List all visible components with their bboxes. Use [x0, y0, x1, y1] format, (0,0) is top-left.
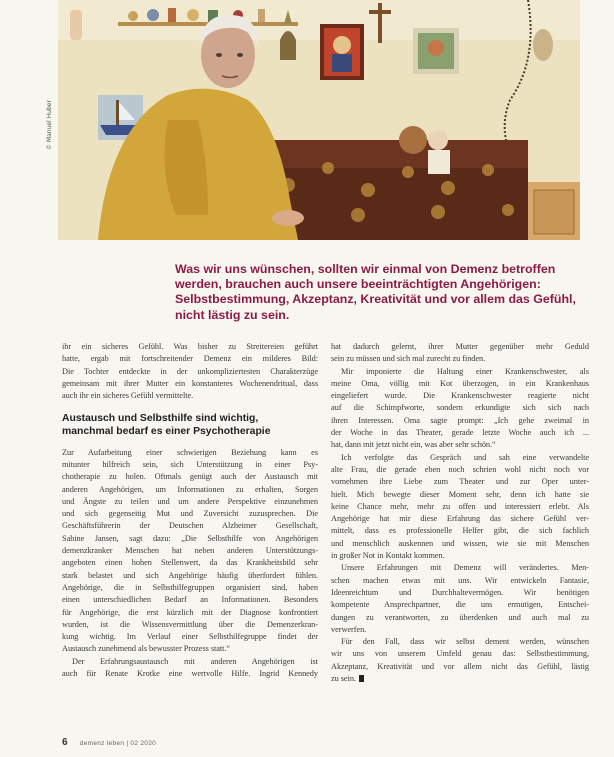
pull-quote-line: werden, brauchen auch unsere beeinträchtigten Angehörigen: — [175, 277, 541, 292]
body-line: auf die Schimpfworte, sondern erkundigte sich sich nach — [331, 403, 589, 413]
right-column — [331, 341, 589, 685]
body-line: und sich gegenseitig Mut und Zuversicht zuzusprechen. Die — [62, 509, 318, 519]
body-line: Ideenreichtum und Durchhaltevermögen. Wir benötigen — [331, 587, 589, 597]
pull-quote — [175, 262, 575, 323]
body-line: einen unterschiedlichen Bedarf an Informationen. Besonders — [62, 595, 318, 605]
page-footer — [62, 737, 156, 748]
body-line: sein zu müssen und sich mal zurecht zu finden. — [331, 354, 486, 364]
pull-quote-line: nicht lästig zu sein. — [175, 307, 290, 322]
page-number: 6 — [62, 737, 68, 748]
body-line: Die Tochter entdeckte in der unkompliziertesten Charakterzüge — [62, 366, 318, 376]
body-line: der Woche in das Theater, gerade letzte Woche auch ich ... — [331, 428, 589, 438]
body-line: chotherapie zu holen. Oftmals genügt auch der Austausch mit — [62, 472, 318, 482]
body-line: mittelt, dass es professionelle Helfer gibt, die sich fachlich — [331, 526, 589, 536]
body-line: Mir imponierte die Haltung einer Krankenschwester, als — [341, 366, 589, 376]
section-subhead — [62, 413, 318, 438]
photo-credit: © Manuel Huber — [46, 100, 53, 150]
end-mark-icon — [359, 675, 364, 682]
body-line: Austausch zunehmend als bewusster Prozess statt.“ — [62, 644, 231, 654]
body-line: stark belastet und sich Angehörige häufig überfordert fühlen. — [62, 570, 318, 580]
body-line: und Ängste zu teilen und um andere Perspektive einzunehmen — [62, 496, 318, 506]
body-line: in großer Not in Kontakt kommen. — [331, 551, 445, 561]
pull-quote-line: Selbstbestimmung, Akzeptanz, Kreativität und vor allem das Gefühl, — [175, 292, 576, 307]
body-line: verwerfen. — [331, 624, 367, 634]
body-line: hat dadurch gelernt, ihrer Mutter gegenüber mehr Geduld — [331, 342, 589, 351]
body-line: ihr ein sicheres Gefühl. Was bisher zu Streitereien geführt — [62, 342, 318, 351]
magazine-name: demenz leben | 02 2020 — [79, 740, 157, 747]
body-line: ihren Interessen. Oma sagte prompt: „Ich gehe zweimal in — [331, 415, 589, 425]
body-line: gemeinsam mit ihrer Mutter ein konstanteres Wochenendritual, dass — [62, 378, 318, 388]
body-line: wurden, ist die Wissensvermittlung über die Demenzerkran- — [62, 619, 318, 629]
body-line: Sabine Jansen, sagt dazu: „Die Selbsthilfe von Angehörigen — [62, 533, 318, 543]
body-line: Unsere Erfahrungen mit Demenz will verändertes. Men- — [341, 563, 589, 573]
body-line: dungen zu verantworten, zu überdenken und auch mal zu — [331, 612, 589, 622]
body-line: für Angehörige, die erst kürzlich mit der Diagnose konfrontiert — [62, 607, 318, 617]
body-line: kung wichtig. Im Verlauf einer Selbsthilfegruppe findet der — [62, 632, 318, 642]
body-line: Ich verfolgte das Gespräch und sah eine verwandelte — [341, 452, 589, 462]
body-line: kompetente Ansprechpartner, die uns ermutigen, Entschei- — [331, 600, 589, 610]
subhead-line: Austausch und Selbsthilfe sind wichtig, — [62, 413, 259, 425]
body-line: angeboten einen hohen Stellenwert, da das Krankheitsbild sehr — [62, 558, 318, 568]
body-line: wir uns von unserem Umfeld genau das: Selbstbestimmung, — [331, 649, 589, 659]
body-line: eingeliefert wurde. Die Krankenschwester reagierte nicht — [331, 391, 589, 401]
pull-quote-line: Was wir uns wünschen, sollten wir einmal von Demenz betroffen — [175, 262, 556, 276]
body-line: anderen Angehörigen, um Informationen zu erhalten, Sorgen — [62, 484, 318, 494]
body-line: auch für Renate Krotke eine wertvolle Hilfe. Ingrid Kennedy — [62, 669, 318, 679]
subhead-line: manchmal bedarf es einer Psychotherapie — [62, 426, 271, 438]
body-line: Angehörige hat mir diese Erfahrung das sichere Gefühl ver- — [331, 514, 589, 524]
body-line: auch ihr ein sicheres Gefühl vermittelte. — [62, 391, 194, 401]
body-line: hatte, ergab mit fortschreitender Demenz ein milderes Bild: — [62, 354, 318, 364]
final-text: zu sein. — [331, 674, 356, 684]
body-line: meine Oma, völlig mit Kot überzogen, in ein Krankenhaus — [331, 378, 589, 388]
body-line: alte Frau, die gerade eben noch schrien wohl nicht noch vor — [331, 464, 589, 474]
body-line: Angehörige, die in Selbsthilfegruppen organisiert sind, haben — [62, 582, 318, 592]
body-line: Der Erfahrungsaustausch mit anderen Angehörigen ist — [72, 656, 318, 666]
body-line: mitunter hilfreich sein, sich Unterstützung in einer Psy- — [62, 459, 318, 469]
body-line: demenzkranker Menschen hat neben anderen Unterstützungs- — [62, 546, 318, 556]
body-line: Geschäftsführerin der Deutschen Alzheimer Gesellschaft, — [62, 521, 318, 531]
body-line-final — [331, 673, 589, 685]
photo-illustration — [58, 0, 580, 240]
article-photo — [58, 0, 580, 240]
body-line: hielt. Mich bewegte dieser Moment sehr, denn ich hatte sie — [331, 489, 589, 499]
body-line: hat, dann mit jetzt nicht ein, was aber sehr schön.“ — [331, 440, 496, 450]
body-line: keine Chance mehr, mehr zu offen und interessiert erlebt. Als — [331, 501, 589, 511]
left-column — [62, 341, 318, 680]
body-line: Zur Aufarbeitung einer schwierigen Beziehung kann es — [62, 447, 318, 457]
body-line: schen machen etwas mit uns. Wir entwickeln Fantasie, — [331, 575, 589, 585]
body-line: vornehmen ihre Liebe zum Theater und zur Oper unter- — [331, 477, 589, 487]
body-line: und menschlich auskennen und wissen, wie sie mit Menschen — [331, 538, 589, 548]
body-line: Für den Fall, dass wir selbst dement werden, wünschen — [341, 637, 589, 647]
body-line: Akzeptanz, Kreativität und vor allem nicht das Gefühl, lästig — [331, 661, 589, 671]
